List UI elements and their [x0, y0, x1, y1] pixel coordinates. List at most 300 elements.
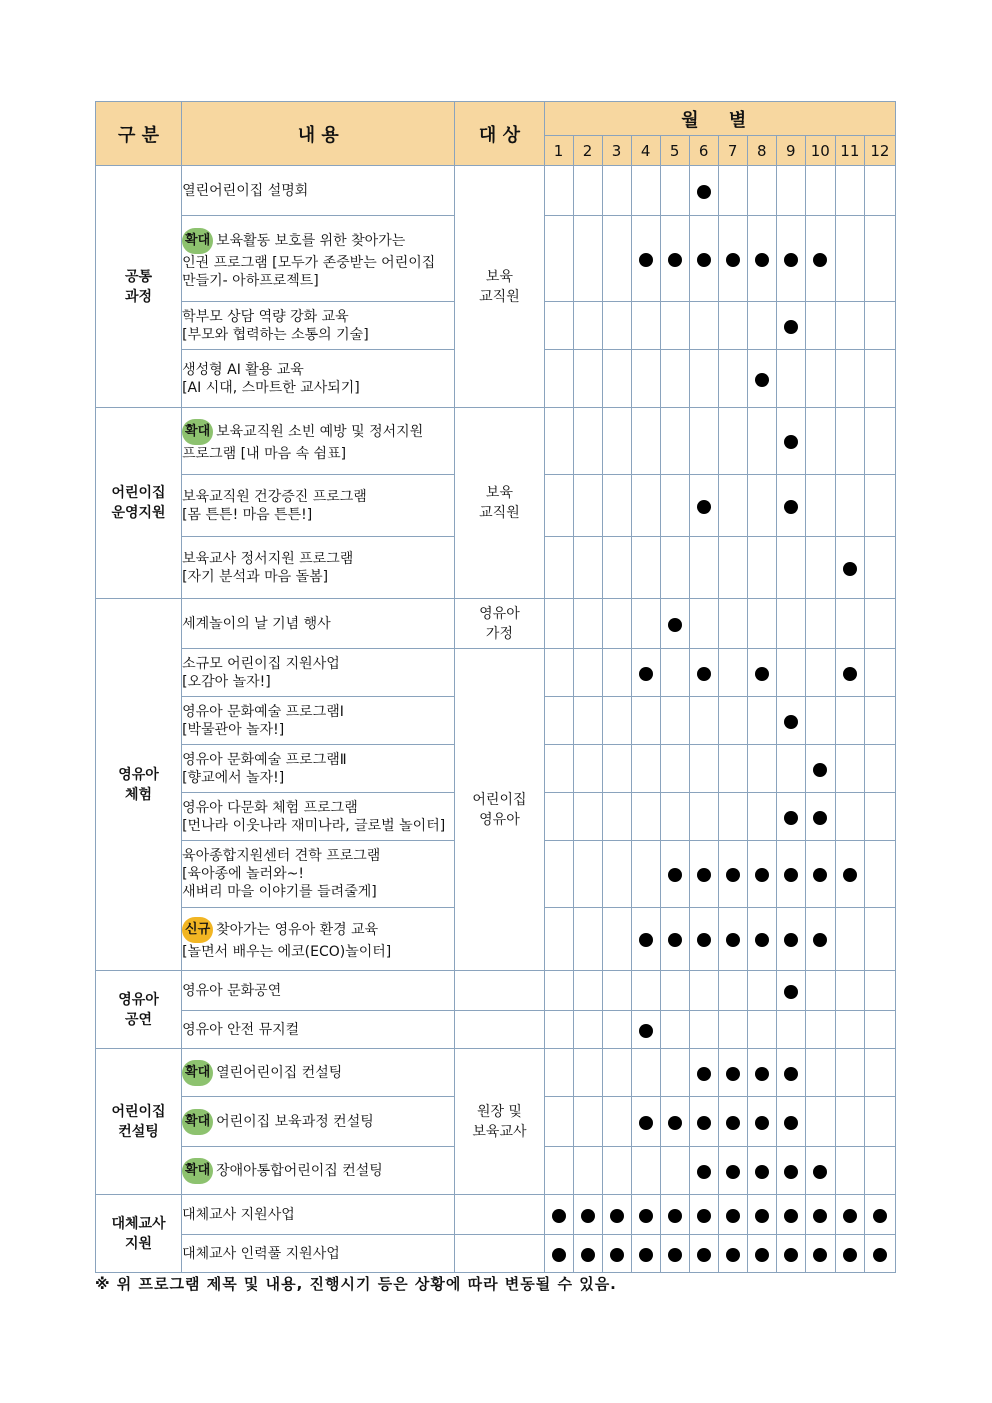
- header-month: 3: [602, 136, 631, 166]
- month-cell: [835, 599, 864, 649]
- header-month: 11: [835, 136, 864, 166]
- target-cell: [455, 1049, 544, 1195]
- month-cell: [776, 1147, 805, 1195]
- month-cell: [747, 1011, 776, 1049]
- program-text: 새벼리 마을 이야기를 들려줄게]: [182, 884, 377, 900]
- month-cell: [747, 841, 776, 908]
- month-cell: [835, 537, 864, 599]
- schedule-dot: [639, 253, 653, 267]
- program-content: [182, 350, 455, 408]
- month-cell: [776, 841, 805, 908]
- month-cell: [573, 599, 602, 649]
- label-line: 보육: [485, 485, 513, 501]
- month-cell: [747, 350, 776, 408]
- schedule-dot: [784, 500, 798, 514]
- program-text: [오감아 놀자!]: [182, 673, 271, 690]
- month-cell: [864, 908, 895, 971]
- month-cell: [718, 649, 747, 697]
- month-cell: [747, 1097, 776, 1147]
- month-cell: [805, 1011, 835, 1049]
- month-cell: [835, 793, 864, 841]
- category-ops: [96, 408, 182, 599]
- schedule-dot: [668, 253, 682, 267]
- month-cell: [631, 1097, 660, 1147]
- label-line: 지원: [125, 1235, 153, 1252]
- month-cell: [835, 1049, 864, 1097]
- month-cell: [805, 1235, 835, 1273]
- month-cell: [631, 1235, 660, 1273]
- program-text: 열린어린이집 설명회: [182, 182, 309, 199]
- schedule-dot: [697, 667, 711, 681]
- label-line: 과정: [125, 288, 153, 305]
- month-cell: [776, 745, 805, 793]
- month-cell: [689, 1097, 718, 1147]
- header-month: 9: [776, 136, 805, 166]
- program-text: [육아종에 놀러와~!: [182, 866, 305, 882]
- header-month: 2: [573, 136, 602, 166]
- month-cell: [602, 216, 631, 302]
- month-cell: [602, 971, 631, 1011]
- label-line: 영유아: [118, 991, 159, 1008]
- month-cell: [573, 908, 602, 971]
- month-cell: [718, 908, 747, 971]
- month-cell: [689, 408, 718, 475]
- month-cell: [544, 649, 573, 697]
- month-cell: [835, 745, 864, 793]
- program-text: 영유아 안전 뮤지컬: [182, 1021, 300, 1038]
- month-cell: [805, 745, 835, 793]
- category-child: [96, 599, 182, 971]
- month-cell: [805, 475, 835, 537]
- program-content: [182, 599, 455, 649]
- month-cell: [835, 166, 864, 216]
- month-cell: [864, 971, 895, 1011]
- month-cell: [573, 1097, 602, 1147]
- month-cell: [602, 408, 631, 475]
- month-cell: [544, 475, 573, 537]
- month-cell: [776, 1195, 805, 1235]
- month-cell: [689, 166, 718, 216]
- program-content: [182, 1049, 455, 1097]
- month-cell: [631, 697, 660, 745]
- program-line: [182, 254, 454, 272]
- month-cell: [805, 841, 835, 908]
- program-line: [182, 721, 454, 739]
- program-line: [182, 1206, 454, 1224]
- schedule-dot: [755, 868, 769, 882]
- schedule-dot: [726, 1209, 740, 1223]
- schedule-dot: [843, 667, 857, 681]
- schedule-dot: [813, 811, 827, 825]
- label-line: 대체교사: [111, 1215, 166, 1232]
- program-text: 만들기- 아하프로젝트]: [182, 272, 319, 289]
- month-cell: [573, 1195, 602, 1235]
- month-cell: [660, 697, 689, 745]
- month-cell: [718, 1147, 747, 1195]
- month-cell: [776, 1235, 805, 1273]
- month-cell: [747, 216, 776, 302]
- schedule-table: [95, 101, 896, 1273]
- month-cell: [835, 697, 864, 745]
- month-cell: [660, 649, 689, 697]
- month-cell: [747, 599, 776, 649]
- expand-badge: 확대: [182, 1158, 213, 1184]
- program-line: [182, 379, 454, 397]
- month-cell: [864, 793, 895, 841]
- month-cell: [544, 908, 573, 971]
- month-cell: [631, 1147, 660, 1195]
- month-cell: [660, 1097, 689, 1147]
- header-month: 10: [805, 136, 835, 166]
- month-cell: [718, 408, 747, 475]
- program-line: [182, 308, 454, 326]
- schedule-dot: [755, 1116, 769, 1130]
- month-cell: [602, 841, 631, 908]
- month-cell: [660, 1195, 689, 1235]
- month-cell: [776, 408, 805, 475]
- program-text: 영유아 문화예술 프로그램Ⅱ: [182, 751, 347, 768]
- month-cell: [864, 1049, 895, 1097]
- month-cell: [835, 1195, 864, 1235]
- program-content: [182, 302, 455, 350]
- month-cell: [689, 1235, 718, 1273]
- program-line: [182, 751, 454, 769]
- program-line: [182, 1109, 454, 1135]
- month-cell: [689, 1011, 718, 1049]
- schedule-dot: [552, 1209, 566, 1223]
- target-cell: [455, 599, 544, 649]
- schedule-dot: [813, 1248, 827, 1262]
- schedule-dot: [639, 933, 653, 947]
- label-line: 원장 및: [476, 1103, 522, 1120]
- schedule-dot: [726, 253, 740, 267]
- schedule-dot: [813, 1209, 827, 1223]
- header-month: 6: [689, 136, 718, 166]
- program-text: 열린어린이집 컨설팅: [216, 1064, 343, 1081]
- month-cell: [573, 1235, 602, 1273]
- month-cell: [573, 475, 602, 537]
- schedule-dot: [873, 1248, 887, 1262]
- schedule-dot: [813, 763, 827, 777]
- month-cell: [805, 971, 835, 1011]
- program-text: 학부모 상담 역량 강화 교육: [182, 308, 349, 325]
- month-cell: [660, 216, 689, 302]
- month-cell: [660, 408, 689, 475]
- program-text: 인권 프로그램 [모두가 존중받는 어린이집: [182, 254, 436, 271]
- program-content: [182, 971, 455, 1011]
- schedule-dot: [552, 1248, 566, 1262]
- program-text: 프로그램 [내 마음 속 쉼표]: [182, 446, 347, 462]
- month-cell: [864, 1147, 895, 1195]
- program-line: [182, 326, 454, 344]
- month-cell: [718, 793, 747, 841]
- month-cell: [544, 1235, 573, 1273]
- program-content: [182, 1147, 455, 1195]
- schedule-dot: [813, 868, 827, 882]
- program-text: [놀면서 배우는 에코(ECO)놀이터]: [182, 944, 392, 960]
- month-cell: [602, 1195, 631, 1235]
- month-cell: [573, 697, 602, 745]
- month-cell: [544, 793, 573, 841]
- schedule-dot: [639, 1248, 653, 1262]
- table-row: [96, 408, 896, 475]
- program-text: 대체교사 인력풀 지원사업: [182, 1245, 340, 1262]
- schedule-dot: [755, 1165, 769, 1179]
- program-line: [182, 673, 454, 691]
- program-line: [182, 615, 454, 633]
- month-cell: [718, 216, 747, 302]
- schedule-dot: [755, 667, 769, 681]
- month-cell: [544, 1097, 573, 1147]
- program-line: [182, 847, 454, 865]
- month-cell: [864, 1097, 895, 1147]
- month-cell: [660, 1011, 689, 1049]
- month-cell: [660, 1049, 689, 1097]
- program-content: [182, 166, 455, 216]
- header-month: 7: [718, 136, 747, 166]
- label-line: 교직원: [479, 505, 520, 521]
- month-cell: [747, 908, 776, 971]
- month-cell: [602, 302, 631, 350]
- month-cell: [747, 475, 776, 537]
- month-cell: [747, 793, 776, 841]
- month-cell: [573, 1011, 602, 1049]
- month-cell: [602, 745, 631, 793]
- month-cell: [544, 1147, 573, 1195]
- month-cell: [602, 697, 631, 745]
- month-cell: [776, 1049, 805, 1097]
- month-cell: [689, 745, 718, 793]
- month-cell: [631, 649, 660, 697]
- schedule-dot: [813, 253, 827, 267]
- month-cell: [864, 697, 895, 745]
- program-text: [부모와 협력하는 소통의 기술]: [182, 326, 369, 343]
- schedule-dot: [581, 1248, 595, 1262]
- month-cell: [660, 971, 689, 1011]
- month-cell: [602, 599, 631, 649]
- month-cell: [544, 1011, 573, 1049]
- expand-badge: 확대: [182, 228, 213, 254]
- schedule-dot: [784, 811, 798, 825]
- program-content: [182, 475, 455, 537]
- month-cell: [718, 475, 747, 537]
- schedule-dot: [697, 1116, 711, 1130]
- month-cell: [718, 1195, 747, 1235]
- month-cell: [805, 302, 835, 350]
- month-cell: [718, 350, 747, 408]
- month-cell: [631, 841, 660, 908]
- month-cell: [805, 1147, 835, 1195]
- label-line: 공통: [125, 268, 153, 285]
- target-cell: [455, 971, 544, 1011]
- month-cell: [631, 1195, 660, 1235]
- program-line: [182, 419, 454, 445]
- month-cell: [805, 216, 835, 302]
- month-cell: [660, 166, 689, 216]
- month-cell: [718, 697, 747, 745]
- table-row: [96, 166, 896, 216]
- table-row: [96, 649, 896, 697]
- month-cell: [747, 166, 776, 216]
- schedule-dot: [755, 1067, 769, 1081]
- month-cell: [776, 216, 805, 302]
- month-cell: [660, 599, 689, 649]
- month-cell: [602, 1011, 631, 1049]
- schedule-dot: [843, 562, 857, 576]
- program-line: [182, 817, 454, 835]
- program-text: 보육교직원 건강증진 프로그램: [182, 488, 367, 505]
- month-cell: [776, 649, 805, 697]
- schedule-dot: [697, 500, 711, 514]
- program-line: [182, 361, 454, 379]
- schedule-dot: [610, 1248, 624, 1262]
- month-cell: [864, 350, 895, 408]
- target-cell: [455, 1195, 544, 1235]
- month-cell: [718, 1097, 747, 1147]
- program-line: [182, 445, 454, 463]
- month-cell: [573, 971, 602, 1011]
- program-text: 찾아가는 영유아 환경 교육: [216, 922, 379, 938]
- header-month: 8: [747, 136, 776, 166]
- month-cell: [544, 302, 573, 350]
- schedule-dot: [784, 1209, 798, 1223]
- schedule-dot: [755, 253, 769, 267]
- month-cell: [835, 216, 864, 302]
- program-text: [향교에서 놀자!]: [182, 769, 285, 786]
- category-perf: [96, 971, 182, 1049]
- program-text: 보육활동 보호를 위한 찾아가는: [216, 232, 406, 249]
- schedule-dot: [784, 985, 798, 999]
- month-cell: [602, 908, 631, 971]
- program-text: 영유아 문화공연: [182, 982, 282, 999]
- month-cell: [573, 649, 602, 697]
- month-cell: [602, 649, 631, 697]
- month-cell: [602, 475, 631, 537]
- month-cell: [776, 475, 805, 537]
- schedule-dot: [726, 1165, 740, 1179]
- month-cell: [776, 166, 805, 216]
- month-cell: [631, 216, 660, 302]
- month-cell: [660, 908, 689, 971]
- program-text: 보육교직원 소빈 예방 및 정서지원: [216, 424, 424, 440]
- schedule-dot: [610, 1209, 624, 1223]
- month-cell: [835, 1235, 864, 1273]
- month-cell: [776, 1011, 805, 1049]
- month-cell: [805, 599, 835, 649]
- month-cell: [544, 841, 573, 908]
- label-line: 보육: [485, 268, 513, 285]
- month-cell: [747, 1147, 776, 1195]
- month-cell: [544, 350, 573, 408]
- schedule-dot: [668, 868, 682, 882]
- month-cell: [631, 475, 660, 537]
- program-text: 생성형 AI 활용 교육: [182, 361, 304, 378]
- label-line: 영유아: [479, 811, 520, 828]
- expand-badge: 확대: [182, 419, 213, 445]
- month-cell: [602, 1147, 631, 1195]
- program-content: [182, 697, 455, 745]
- schedule-dot: [581, 1209, 595, 1223]
- label-line: 공연: [125, 1011, 153, 1028]
- month-cell: [864, 216, 895, 302]
- month-cell: [805, 408, 835, 475]
- month-cell: [631, 599, 660, 649]
- table-row: [96, 1195, 896, 1235]
- label-line: 어린이집: [472, 791, 527, 808]
- schedule-dot: [873, 1209, 887, 1223]
- target-cell: [455, 649, 544, 971]
- month-cell: [660, 841, 689, 908]
- schedule-dot: [726, 1248, 740, 1262]
- program-content: [182, 793, 455, 841]
- month-cell: [573, 841, 602, 908]
- program-text: [몸 튼튼! 마음 튼튼!]: [182, 506, 313, 523]
- month-cell: [805, 1049, 835, 1097]
- header-target: 대 상: [455, 102, 544, 166]
- schedule-dot: [784, 435, 798, 449]
- month-cell: [718, 1235, 747, 1273]
- month-cell: [776, 302, 805, 350]
- program-content: [182, 649, 455, 697]
- month-cell: [689, 697, 718, 745]
- month-cell: [835, 908, 864, 971]
- program-line: [182, 272, 454, 290]
- schedule-dot: [784, 868, 798, 882]
- program-line: [182, 182, 454, 200]
- schedule-dot: [784, 1067, 798, 1081]
- month-cell: [573, 745, 602, 793]
- label-line: 가정: [485, 625, 513, 642]
- month-cell: [805, 537, 835, 599]
- target-cell: [455, 1011, 544, 1049]
- schedule-dot: [726, 1116, 740, 1130]
- month-cell: [835, 971, 864, 1011]
- month-cell: [573, 302, 602, 350]
- month-cell: [602, 1235, 631, 1273]
- month-cell: [631, 793, 660, 841]
- month-cell: [776, 350, 805, 408]
- month-cell: [864, 841, 895, 908]
- month-cell: [805, 1097, 835, 1147]
- month-cell: [718, 537, 747, 599]
- month-cell: [544, 599, 573, 649]
- footnote: ※ 위 프로그램 제목 및 내용, 진행시기 등은 상황에 따라 변동될 수 있음.: [95, 1275, 617, 1293]
- table-row: [96, 599, 896, 649]
- month-cell: [718, 599, 747, 649]
- month-cell: [718, 745, 747, 793]
- month-cell: [689, 1195, 718, 1235]
- header-content: 내 용: [182, 102, 455, 166]
- month-cell: [573, 537, 602, 599]
- month-cell: [544, 216, 573, 302]
- schedule-dot: [784, 320, 798, 334]
- month-cell: [718, 971, 747, 1011]
- month-cell: [631, 1011, 660, 1049]
- schedule-dot: [697, 185, 711, 199]
- schedule-dot: [813, 1165, 827, 1179]
- program-text: [박물관아 놀자!]: [182, 721, 285, 738]
- month-cell: [689, 649, 718, 697]
- month-cell: [660, 537, 689, 599]
- month-cell: [660, 1147, 689, 1195]
- label-line: 영유아: [118, 766, 159, 783]
- month-cell: [864, 745, 895, 793]
- program-content: [182, 1011, 455, 1049]
- schedule-dot: [697, 1209, 711, 1223]
- month-cell: [747, 1235, 776, 1273]
- month-cell: [776, 599, 805, 649]
- month-cell: [864, 408, 895, 475]
